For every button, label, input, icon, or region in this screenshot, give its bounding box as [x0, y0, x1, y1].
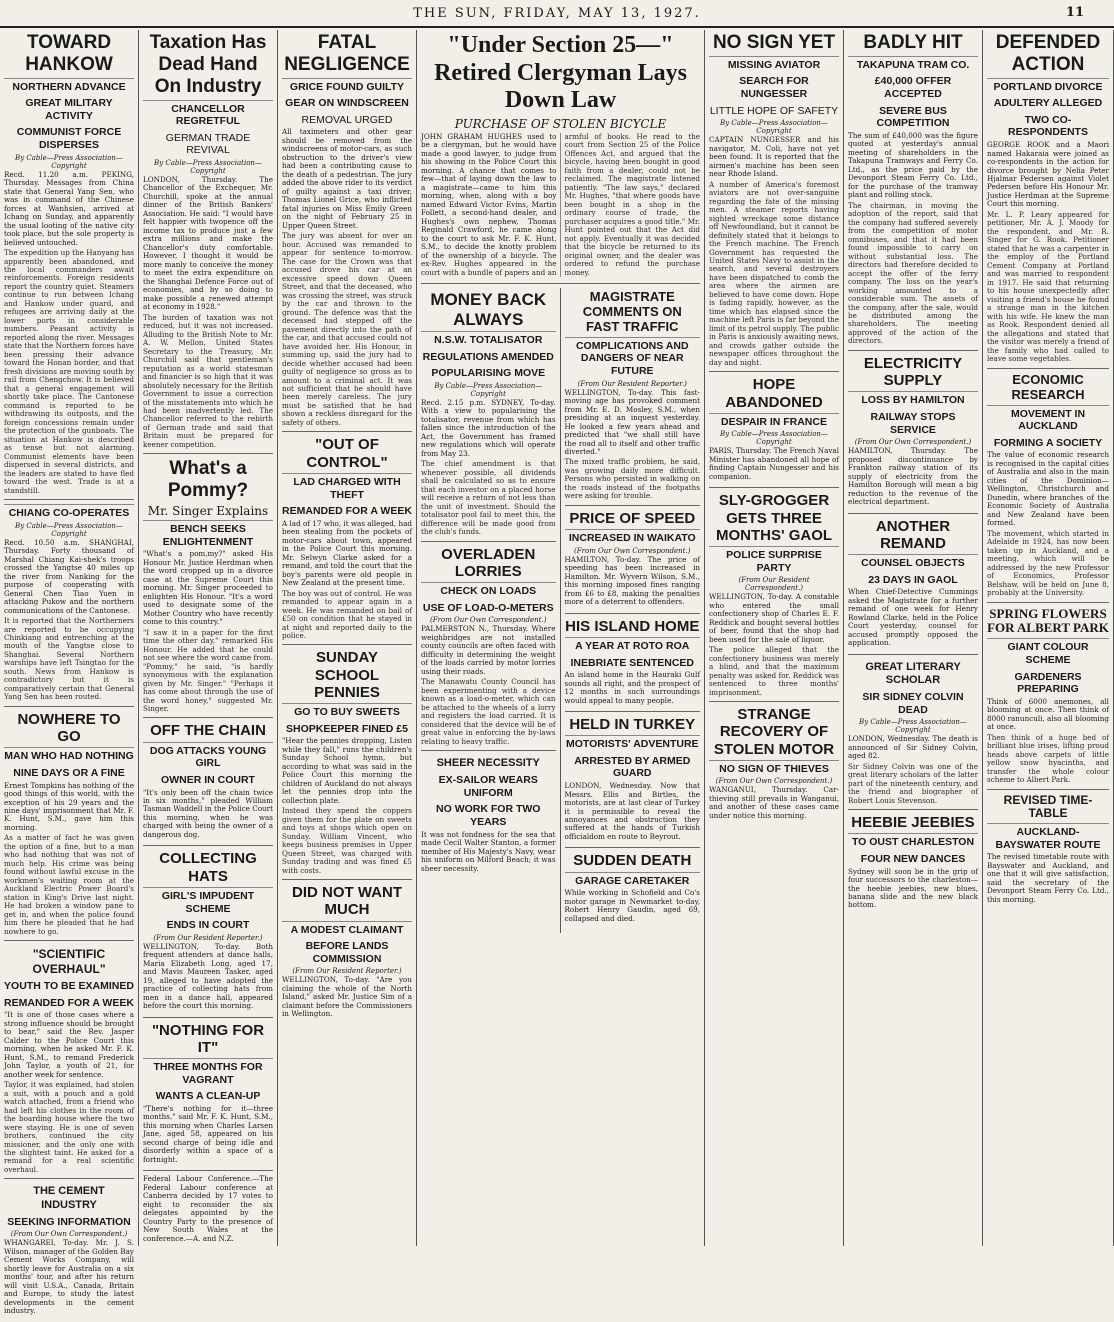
- story-spring-flowers: SPRING FLOWERS FOR ALBERT PARK GIANT COLOUR SCHEME GARDENERS PREPARING Think of 6000 anemones, all blooming at once. Then think of 8000 ranunculi, also all blooming at once. Then think of a huge bed of brilliant blue irises, lifting proud heads above carpets of little yellow snow hyacinths, and transfer the whole colour scheme to Albert Park.: [987, 607, 1109, 790]
- headline: MAGISTRATE COMMENTS ON FAST TRAFFIC: [582, 289, 682, 334]
- headline: MONEY BACK ALWAYS: [430, 290, 547, 329]
- article-body: "It is one of those cases where a strong influence should be brought to bear," said the Rev. Jasper Calder to the Police Court this morning, when he asked Mr. F. K. Hunt, S.M., to remand Frederick John Taylor, a youth of 21, for another week for sentence.: [4, 1010, 134, 1079]
- deck: AUCKLAND-BAYSWATER ROUTE: [987, 823, 1109, 851]
- deck: THREE MONTHS FOR VAGRANT: [143, 1058, 273, 1086]
- deck: MAN WHO HAD NOTHING: [4, 747, 134, 763]
- headline: NO SIGN YET: [712, 32, 836, 53]
- story-defended-action: DEFENDED ACTION PORTLAND DIVORCE ADULTERY ALLEGED TWO CO-RESPONDENTS GEORGE ROOK and a Maori named Hakaraia were joined as co-respondents in the action for divorce brought by Nelia Peter Hjalmar Pedersen against Violet Pedersen before His Honour Mr. Justice Herdman at the Supreme Court this morning. Mr. L. P. Leary appeared for petitioner, Mr. A. J. Moody for the respondent, and Mr. R. Singer for G. Rook. Petitioner stated that he was a carpenter in the employ of the Portland Cement Company at Portland and was married to respondent in 1917. He said that returning to his house unexpectedly after visiting a friend's house he found a strange man in the kitchen with his wife. He knew the man as Rook. Respondent denied all the allegations and stated that the visitor was merely a friend of the family who had called to leave some vegetables.: [987, 32, 1109, 369]
- dateline: (From Our Own Correspondent.): [854, 438, 972, 447]
- headline: FATAL NEGLIGENCE: [284, 32, 410, 75]
- deck: BEFORE LANDS COMMISSION: [305, 940, 389, 965]
- story-sudden-death: [565, 852, 700, 929]
- article-body: Recd. 2.15 p.m. SYDNEY, To-day. With a view to popularising the totalisator, revenue from which has fallen since the introduction of the Act, the Government has framed new regulations which will operate from May 23.: [421, 397, 556, 458]
- dateline: (From Our Resident Reporter.): [292, 967, 402, 976]
- deck: GARDENERS PREPARING: [1014, 670, 1082, 696]
- story-fatal-negligence: FATAL NEGLIGENCE GRICE FOUND GUILTY GEAR ON WINDSCREEN REMOVAL URGED All taximeters and other gear should be removed from the windscreens of motor-cars, as such obstruction to the driver's view had been a contributing cause to the death of a pedestrian. The jury added the above rider to its verdict of guilty against a taxi driver, Thomas Lionel Grice, who inflicted fatal injuries on Miss Emily Green on the night of February 25 in Upper Queen Street. The jury was absent for over an hour. Accused was remanded to appear for sentence to-morrow. The case for the Crown was that accused drove his car at an excessive speed down Queen Street, and that the deceased, who was crossing the street, was struck by the car and thrown to the ground. The defence was that the deceased had stepped off the pavement directly into the path of the car, and that accused could not have avoided her. His Honour, in summing up, said the jury had to decide whether accused had been guilty of negligence so gross as to amount to a criminal act. It was not sufficient that he should have been merely careless. The jury must be satisfied that he had shown a reckless disregard for the safety of others.: [282, 32, 412, 432]
- deck: REGULATIONS AMENDED: [422, 350, 554, 363]
- deck: DOG ATTACKS YOUNG GIRL: [143, 742, 273, 770]
- article-body: Ernest Tompkins has nothing of the good things of this world, with the exception of his 29 years and the nine days' imprisonment that Mr. F. K. Hunt, S.M., gave him this morning.: [4, 780, 134, 832]
- deck: N.S.W. TOTALISATOR: [421, 331, 556, 347]
- deck: GARAGE CARETAKER: [565, 872, 700, 888]
- headline: GREAT LITERARY SCHOLAR: [865, 660, 961, 686]
- masthead: [0, 0, 1114, 28]
- dateline: (From Our Own Correspondent.): [715, 777, 833, 786]
- story-magistrate-comments: MAGISTRATE COMMENTS ON FAST TRAFFIC COMPLICATIONS AND DANGERS OF NEAR FUTURE (From Our Resident Reporter.) WELLINGTON, To-day. This fast-moving age has provoked comment from Mr. E. D. Mosley, S.M., when presiding at an inquest yesterday. He looked a few years ahead and predicted that "we shall still have the road all to itself and other traffic diverted." The mixed traffic problem, he said, was growing daily more difficult. Persons who persisted in walking on the roads instead of the footpaths were asking for trouble.: [565, 290, 700, 506]
- headline: DID NOT WANT MUCH: [292, 884, 402, 919]
- deck: SIR SIDNEY COLVIN DEAD: [862, 691, 964, 716]
- column-7: [844, 30, 983, 1246]
- deck: FOUR NEW DANCES: [860, 852, 966, 865]
- story-price-of-speed: [565, 510, 700, 614]
- deck: BENCH SEEKS ENLIGHTENMENT: [143, 520, 273, 548]
- deck: NORTHERN ADVANCE: [4, 78, 134, 94]
- dateline: (From Our Resident Reporter.): [577, 379, 687, 388]
- deck: ENDS IN COURT: [166, 919, 250, 932]
- story-revised-timetable: [987, 794, 1109, 911]
- story-hope-abandoned: [709, 376, 839, 488]
- headline: "Under Section 25—" Retired Clergyman Lays Down Law: [434, 32, 687, 114]
- deck: SEVERE BUS COMPETITION: [876, 104, 950, 130]
- headline: SPRING FLOWERS FOR ALBERT PARK: [987, 605, 1109, 636]
- dateline: (From Our Own Correspondent.): [574, 546, 691, 555]
- story-no-sign-yet: NO SIGN YET MISSING AVIATOR SEARCH FOR NUNGESSER LITTLE HOPE OF SAFETY By Cable—Press Association—Copyright CAPTAIN NUNGESSER and his navigator, M. Coli, have not yet been found. It is reported that the airmen's machine has been seen near Rhode Island. A number of America's foremost aviators are not over-sanguine regarding the fate of the missing men. A steamer reports having sighted wreckage some distance off Newfoundland, but it cannot be definitely stated that it belongs to the French machine. The French Government has requested the United States Navy to assist in the search, and several destroyers have been dispatched to comb the area where the airmen are believed to have come down. Hope is fading rapidly, however, as the time which has elapsed since the machine left Paris is far beyond the limit of its petrol supply. The public in Paris is anxiously awaiting news, and crowds gather outside the newspaper offices throughout the day and night.: [709, 32, 839, 372]
- dateline: By Cable—Press Association—Copyright: [15, 153, 123, 170]
- deck: ARRESTED BY ARMED GUARD: [574, 754, 691, 780]
- story-electricity-supply: [848, 355, 978, 514]
- article-body: "What's a pom,my?" asked His Honour Mr. Justice Herdman when the word cropped up in a divorce case at the Supreme Court this morning. Mr. Singer proceeded to enlighten His Honour. "It's a word used to designate some of the Mother Country who have recently come to this country.": [143, 549, 273, 627]
- subheading: PURCHASE OF STOLEN BICYCLE: [454, 116, 667, 131]
- deck: GRICE FOUND GUILTY: [282, 78, 412, 94]
- dateline: By Cable—Press Association—Copyright: [434, 381, 543, 398]
- deck: RAILWAY STOPS SERVICE: [870, 411, 956, 436]
- dateline: By Cable—Press Association—Copyright: [15, 521, 123, 538]
- article-body: LONDON, Thursday. The Chancellor of the Exchequer, Mr. Churchill, spoke at the annual dinner of the British Bankers' Association. He said: "I would have felt happier with twopence off the income tax to produce just a few extra millions and make the Chancellor's duty comfortable. However, I thought it would be more manly to conceive the money to meet the extra expenditure on the Shanghai Defence Force out of economies, and by so doing to make possible a renewed attempt at economy in 1928.": [143, 174, 273, 312]
- dateline: By Cable—Press Association—Copyright: [154, 158, 262, 175]
- masthead-title: THE SUN, FRIDAY, MAY 13, 1927.: [413, 5, 701, 21]
- headline: SUDDEN DEATH: [573, 852, 692, 870]
- headline: HIS ISLAND HOME: [565, 617, 700, 635]
- story-nothing-for-it: [143, 1022, 273, 1172]
- deck: FORMING A SOCIETY: [993, 436, 1103, 449]
- deck: PORTLAND DIVORCE: [987, 78, 1109, 94]
- article-body: The sum of £40,000 was the figure quoted at yesterday's annual meeting of shareholders in the Takapuna Tramways and Ferry Co. Ltd., as the price paid by the Devonport Steam Ferry Co. Ltd., for the purchase of the tramway plant and rolling stock.: [848, 130, 978, 200]
- deck: GERMAN TRADE REVIVAL: [165, 131, 251, 157]
- article-body: WHANGAREI, To-day. Mr. J. S. Wilson, manager of the Golden Bay Cement Works Company, will shortly leave for Australia on a six months' tour, and after his return will visit U.S.A., Canada, Britain and Europe, to study the latest developments in the cement industry.: [4, 1238, 134, 1316]
- deck: TAKAPUNA TRAM CO.: [848, 56, 978, 72]
- headline: "NOTHING FOR IT": [151, 1021, 265, 1056]
- column-4-5: [417, 30, 705, 1246]
- article-body: "There's nothing for it—three months," said Mr. F. K. Hunt, S.M., this morning when Charles Larsen Jane, aged 58, appeared on his second charge of being idle and disorderly within a space of a fortnight.: [143, 1103, 273, 1164]
- article-body: It was not fondness for the sea that made Cecil Walter Stanton, a former member of His Majesty's Navy, wear his uniform on Milford Beach; it was sheer necessity.: [421, 829, 556, 873]
- article-body: WANGANUI, Thursday. Car-thieving still prevails in Wanganui, and another of these cases came under notice this morning.: [709, 785, 839, 820]
- story-federal-labour: [143, 1175, 273, 1249]
- deck: POLICE SURPRISE PARTY: [709, 546, 839, 574]
- deck: LAD CHARGED WITH THEFT: [282, 473, 412, 501]
- article-body: PALMERSTON N., Thursday. Where weighbridges are not installed county councils are often faced with difficulty in determining the weight of the loads carried by motor lorries using their roads.: [421, 624, 556, 676]
- story-money-back-always: MONEY BACK ALWAYS N.S.W. TOTALISATOR REGULATIONS AMENDED POPULARISING MOVE By Cable—Press Association—Copyright Recd. 2.15 p.m. SYDNEY, To-day. With a view to popularising the totalisator, revenue from which has fallen since the introduction of the Act, the Government has framed new regulations which will operate from May 23. The chief amendment is that whenever possible, all dividends shall be calculated so as to ensure that each investor on a placed horse will receive a return of not less than the unit of investment. Should the totalisator pool fail to meet this, the difference will be made good from the club's funds.: [421, 290, 556, 542]
- headline: TOWARD HANKOW: [25, 32, 113, 75]
- deck: MOVEMENT IN AUCKLAND: [987, 405, 1109, 433]
- dateline: By Cable—Press Association—Copyright: [720, 430, 828, 447]
- deck: LITTLE HOPE OF SAFETY: [709, 104, 839, 117]
- headline: ANOTHER REMAND: [875, 517, 951, 552]
- deck: TWO CO-RESPONDENTS: [1008, 113, 1088, 139]
- deck: OWNER IN COURT: [161, 773, 255, 786]
- story-economic-research: ECONOMIC RESEARCH MOVEMENT IN AUCKLAND FORMING A SOCIETY The value of economic research is recognised in the capital cities of Australia and also in the main cities of the Dominion—Wellington, Christchurch and Dunedin, where branches of the Economic Society of Australia and New Zealand have been formed. The movement, which started in Adelaide in 1924, has now been taken up in Auckland, and a meeting, which will be addressed by the new Professor of Economics, Professor Belshaw, will be held on June 8, probably at the University.: [987, 373, 1109, 603]
- deck: COMPLICATIONS AND DANGERS OF NEAR FUTURE: [565, 337, 700, 378]
- article-body: An island home in the Hauraki Gulf sounds all right, and the prospect of 12 months in such surroundings would appeal to many people.: [564, 670, 700, 705]
- article-body: The value of economic research is recognised in the capital cities of Australia and also in the main cities of the Dominion—Wellington, Christchurch and Dunedin, where branches of the Economic Society of Australia and New Zealand have been formed.: [987, 450, 1109, 528]
- article-body: When Chief-Detective Cummings asked the Magistrate for a further remand of one week for Henry Rowland Clarke, held in the Police Court yesterday, counsel for accused promptly opposed the application.: [848, 587, 978, 648]
- column-2: [139, 30, 278, 1246]
- column-6: [705, 30, 844, 1246]
- deck: DESPAIR IN FRANCE: [709, 413, 839, 429]
- headline: Taxation Has Dead Hand On Industry: [149, 32, 267, 97]
- deck: CHANCELLOR REGRETFUL: [143, 100, 273, 128]
- article-body: A lad of 17 who, it was alleged, had been stealing from the pockets of motor-cars about town, appeared in the Police Court this morning. Mr. Selwyn Clarke asked for a remand, and told the court that the boy's parents were old people in New Zealand at the present time.: [282, 518, 412, 588]
- article-body: HAMILTON, To-day. The price of speeding has been increased in Hamilton. Mr. Wyvern Wilson, S.M., this morning imposed fines ranging from £6 to £8, making the penalties more of a deterrent to offenders.: [564, 554, 700, 607]
- deck: TO OUST CHARLESTON: [848, 833, 978, 849]
- headline: NOWHERE TO GO: [17, 710, 121, 746]
- story-strange-recovery: [709, 706, 839, 826]
- deck: SEARCH FOR NUNGESSER: [739, 75, 809, 101]
- deck: LOSS BY HAMILTON: [848, 391, 978, 407]
- article-body: "It's only been off the chain twice in six months," pleaded William Tasman Waddell in the Police Court this morning, when he was charged with being the owner of a dangerous dog.: [143, 787, 273, 839]
- deck: INCREASED IN WAIKATO: [565, 529, 700, 545]
- deck: Mr. Singer Explains: [147, 504, 269, 519]
- story-held-in-turkey: [565, 716, 700, 848]
- headline: HOPE ABANDONED: [725, 376, 823, 411]
- deck: REMANDED FOR A WEEK: [4, 996, 134, 1009]
- deck: REMOVAL URGED: [301, 113, 393, 126]
- headline: PRICE OF SPEED: [569, 509, 696, 527]
- article-body: PARIS, Thursday. The French Naval Minister has abandoned all hope of finding Captain Nungesser and his companion.: [709, 446, 840, 481]
- story-sunday-school-pennies: SUNDAY SCHOOL PENNIES GO TO BUY SWEETS SHOPKEEPER FINED £5 "Hear the pennies dropping, Listen while they fall," runs the children's Sunday School hymn, but according to what was said in the Police Court this morning the children of Auckland do not always let the pennies drop into the collection plate. Instead they spend the coppers given them for the plate on sweets and toys at shops which open on Sunday. William Vincent, who keeps business premises in Upper Queen Street, was charged with Sunday trading and was fined £5 with costs.: [282, 649, 412, 880]
- headline: HELD IN TURKEY: [569, 716, 696, 734]
- story-out-of-control: "OUT OF CONTROL" LAD CHARGED WITH THEFT REMANDED FOR A WEEK A lad of 17 who, it was alleged, had been stealing from the pockets of motor-cars about town, appeared in the Police Court this morning. Mr. Selwyn Clarke asked for a remand, and told the court that the boy's parents were old people in New Zealand at the present time. The boy was out of control. He was remanded to appear again in a week. He was remanded on bail of £50 on condition that he stayed in at night and reported daily to the police.: [282, 436, 412, 645]
- deck: COUNSEL OBJECTS: [848, 554, 978, 570]
- deck: GEAR ON WINDSCREEN: [285, 97, 409, 110]
- column-1: [0, 30, 139, 1316]
- article-body: CAPTAIN NUNGESSER and his navigator, M. Coli, have not yet been found. It is reported that the airmen's machine has been seen near Rhode Island.: [709, 135, 839, 179]
- article-body: The revised timetable route with Bayswater and Auckland, and one that it will give satisfaction, said the secretary of the Devonport Steam Ferry Co. Ltd., this morning.: [987, 852, 1109, 904]
- deck: NO WORK FOR TWO YEARS: [436, 803, 541, 829]
- deck: A YEAR AT ROTO ROA: [565, 637, 700, 653]
- article-body: WELLINGTON, To-day. "Are you claiming the whole of the North Island," asked Mr. Justice Sim of a claimant before the Commissioners in Wellington.: [282, 975, 412, 1019]
- deck: MOTORISTS' ADVENTURE: [565, 735, 700, 751]
- article-body: GEORGE ROOK and a Maori named Hakaraia were joined as co-respondents in the action for divorce brought by Nelia Peter Hjalmar Pedersen against Violet Pedersen before His Honour Mr. Justice Herdman at the Supreme Court this morning.: [987, 140, 1109, 209]
- article-body: JOHN GRAHAM HUGHES used to be a clergyman, but he would have made a good lawyer, to judge from his showing in the Police Court this morning. A chance that comes to few—that of laying down the law to a magistrate—came to him this morning, when, along with a boy named Edward Victor Evins, Martin Follett, a second-hand dealer, and Hughes's own nephew, Thomas Reginald Crawford, he came along to the court to ask Mr. F. K. Hunt, S.M., to decide the knotty problem of the ownership of a bicycle. The ex-Rev. Hughes appeared in the court with a bundle of papers and an armful of books. He read to the court from Section 25 of the Police Offences Act, and argued that the bicycle, having been bought in good faith from a dealer, could not be reclaimed. The magistrate listened patiently. "The law says," declared Mr. Hughes, "that where goods have been bought in a shop in the ordinary course of trade, the purchaser acquires a good title." Mr. Hunt pointed out that the Act did not apply. Eventually it was decided that the bicycle be returned to its original owner, and the dealer was ordered to refund the purchase money.: [421, 131, 700, 277]
- deck: NO SIGN OF THIEVES: [709, 760, 839, 776]
- column-8: [983, 30, 1114, 1246]
- sub-column-5: [561, 288, 700, 933]
- story-sly-grogger: SLY-GROGGER GETS THREE MONTHS' GAOL POLICE SURPRISE PARTY (From Our Resident Correspondent.) WELLINGTON, To-day. A constable who entered the small confectionery shop of Charles E. F. Reddick and bought several bottles of beer, found that the shop had been used for the sale of liquor. The police alleged that the confectionery business was merely a blind, and that the maximum penalty was asked for. Reddick was sentenced to three months' imprisonment.: [709, 492, 839, 702]
- article-body: WELLINGTON, To-day. Both frequent attenders at dance halls, Maria Elizabeth Long, aged 17, and Mavis Maureen Tasker, aged 19, alleged to have adopted the practice of collecting hats from men in a dance hall, appeared before the court this morning.: [143, 941, 273, 1011]
- deck: GREAT MILITARY ACTIVITY: [25, 97, 113, 122]
- article-body: Think of 6000 anemones, all blooming at once. Then think of 8000 ranunculi, also all blooming at once.: [987, 696, 1109, 732]
- headline: SLY-GROGGER GETS THREE MONTHS' GAOL: [715, 492, 833, 544]
- headline: ELECTRICITY SUPPLY: [863, 354, 963, 390]
- headline: "OUT OF CONTROL": [306, 436, 388, 471]
- headline: CHIANG CO-OPERATES: [4, 504, 134, 520]
- story-heebie-jeebies: [848, 814, 978, 916]
- sub-column-4: [421, 288, 561, 933]
- headline: THE CEMENT INDUSTRY: [33, 1185, 105, 1211]
- story-cement-industry: [4, 1183, 134, 1321]
- deck: SHOPKEEPER FINED £5: [286, 722, 408, 735]
- article-body: LONDON, Wednesday. The death is announced of Sir Sidney Colvin, aged 82.: [848, 734, 978, 761]
- page-number: 11: [1065, 5, 1084, 20]
- story-under-section-25: [421, 32, 700, 284]
- story-nowhere-to-go: NOWHERE TO GO MAN WHO HAD NOTHING NINE DAYS OR A FINE Ernest Tompkins has nothing of the good things of this world, with the exception of his 29 years and the nine days' imprisonment that Mr. F. K. Hunt, S.M., gave him this morning. As a matter of fact he was given the option of a fine, but to a man who had nothing that was not of much help. His crime was being found without lawful excuse in the workmen's waiting room at the Auckland Electric Power Board's station in King's Drive last night. He had broken a window pane to get in, and when the police found him there he pleaded that he had nowhere to go.: [4, 711, 134, 941]
- headline: COLLECTING HATS: [159, 850, 257, 885]
- article-body: LONDON, Wednesday. Now that Messrs. Ellis and Birtles, the motorists, are at last clear of Turkey it is permissible to reveal the annoyances and obstruction they suffered at the hands of Turkish officialdom en route to Beyrout.: [564, 781, 700, 841]
- dateline: (From Our Resident Reporter.): [153, 933, 263, 942]
- deck: NINE DAYS OR A FINE: [13, 766, 125, 779]
- headline: REVISED TIME-TABLE: [1003, 792, 1093, 821]
- headline: STRANGE RECOVERY OF STOLEN MOTOR: [713, 706, 835, 758]
- deck: WANTS A CLEAN-UP: [155, 1090, 261, 1103]
- headline: OFF THE CHAIN: [150, 722, 266, 740]
- deck: CHECK ON LOADS: [421, 582, 556, 598]
- story-badly-hit: BADLY HIT TAKAPUNA TRAM CO. £40,000 OFFER ACCEPTED SEVERE BUS COMPETITION The sum of £40,000 was the figure quoted at yesterday's annual meeting of shareholders in the Takapuna Tramways and Ferry Co. Ltd., as the price paid by the Devonport Steam Ferry Co. Ltd., for the purchase of the tramway plant and rolling stock. The chairman, in moving the adoption of the report, said that the company had suffered severely from the competition of motor omnibuses, and that it had been found impossible to carry on without substantial loss. The directors had therefore decided to accept the offer of the ferry company. The loss on the year's working amounted to a considerable sum. The assets of the company, after the sale, would be distributed among the shareholders. The meeting approved of the action of the directors.: [848, 32, 978, 351]
- deck: YOUTH TO BE EXAMINED: [4, 980, 134, 993]
- article-text: JOHN GRAHAM HUGHES used to be a clergyman, but he would have made a good lawyer, to judge from his showing in the Police Court this morning. A chance that comes to few—that of laying down the law to a magistrate—came to him this morning, when, along with a boy named Edward Victor Evins, Martin Follett, a second-hand dealer, and Hughes's own nephew, Thomas Reginald Crawford, he came along to the court to ask Mr. F. K. Hunt, S.M., to decide the knotty problem of the ownership of a bicycle.: [421, 131, 557, 260]
- article-body: HAMILTON, Thursday. The proposed discontinuance by Frankton railway station of its supply of electricity from the Hamilton Borough will mean a big reduction to the revenue of the electrical department.: [848, 446, 978, 507]
- headline: BADLY HIT: [863, 32, 963, 53]
- article-body: Recd. 10.50 a.m. SHANGHAI, Thursday. Forty thousand of Marshal Chiang Kai-shek's troops crossed the Yangtse 40 miles up the river from Nanking for the purpose of cooperating with General Chen Tiao Yuen in attacking Pukow and the northern communications of the Cantonese.: [4, 537, 134, 615]
- story-taxation: Taxation Has Dead Hand On Industry CHANCELLOR REGRETFUL GERMAN TRADE REVIVAL By Cable—Press Association—Copyright LONDON, Thursday. The Chancellor of the Exchequer, Mr. Churchill, spoke at the annual dinner of the British Bankers' Association. He said: "I would have felt happier with twopence off the income tax to produce just a few extra millions and make the Chancellor's duty comfortable. However, I thought it would be more manly to conceive the money to meet the extra expenditure on the Shanghai Defence Force out of economies, and by so doing to make possible a renewed attempt at economy in 1928." The burden of taxation was not reduced, but it was not increased. Alluding to the British Note to Mr. A. W. Mellon, United States Secretary to the Treasury, Mr. Churchill said that gentleman's reputation as a world statesman and financier is so high that it was absolutely necessary for the British Government to issue a correction of the misstatements into which he had been inadvertently led. The Chancellor referred to the rebirth of German trade and said that Britain must be prepared for keener competition.: [143, 32, 273, 454]
- deck: REMANDED FOR A WEEK: [282, 505, 412, 518]
- deck: USE OF LOAD-O-METERS: [422, 601, 554, 614]
- headline: "SCIENTIFIC OVERHAUL": [32, 947, 106, 976]
- story-off-the-chain: [143, 722, 273, 846]
- deck: MISSING AVIATOR: [709, 56, 839, 72]
- deck: GIRL'S IMPUDENT SCHEME: [143, 887, 273, 915]
- dateline: By Cable—Press Association—Copyright: [720, 119, 828, 136]
- story-chiang-cooperates: CHIANG CO-OPERATES By Cable—Press Association—Copyright Recd. 10.50 a.m. SHANGHAI, Thursday. Forty thousand of Marshal Chiang Kai-shek's troops crossed the Yangtse 40 miles up the river from Nanking for the purpose of cooperating with General Chen Tiao Yuen in attacking Pukow and the northern communications of the Cantonese. It is reported that the Northerners are reported to be occupying Chinkiang and entrenching at the mouth of the Yangtse close to Shanghai. Several Northern warships have left Tsingtao for the south. News from Hankow is contradictory but it is comparatively certain that General Yang Sen has been routed.: [4, 504, 134, 707]
- deck: A MODEST CLAIMANT: [282, 921, 412, 937]
- article-body: Recd. 11.20 a.m. PEKING, Thursday. Messages from China state that General Yang Sen, who was in command of the Chinese forces at Wanhsien, arrived at Ichang on Sunday, and apparently the usual looting of the native city took place, but the sole property is believed untouched.: [4, 169, 134, 247]
- deck: INEBRIATE SENTENCED: [570, 656, 694, 669]
- article-body: Sydney will soon be in the grip of four successors to the charleston—the heebie jeebies, new blues, banana slide and the new black bottom.: [848, 866, 978, 910]
- article-body: WELLINGTON, To-day. This fast-moving age has provoked comment from Mr. E. D. Mosley, S.M., when presiding at an inquest yesterday. He looked a few years ahead and predicted that "we shall still have the road all to itself and other traffic diverted.": [564, 387, 700, 456]
- story-whats-a-pommy: What's a Pommy? Mr. Singer Explains BENCH SEEKS ENLIGHTENMENT "What's a pom,my?" asked His Honour Mr. Justice Herdman when the word cropped up in a divorce case at the Supreme Court this morning. Mr. Singer proceeded to enlighten His Honour. "It's a word used to designate some of the Mother Country who have recently come to this country." "I saw it in a paper for the first time the other day," remarked His Honour. He added that he could not see where the word came from. "Pommy," he said, "is hardly synonymous with the explanation given by Mr. Singer." "Perhaps it has come about through the use of the word honey," suggested Mr. Singer.: [143, 458, 273, 718]
- column-3: [278, 30, 417, 1246]
- article-body: WELLINGTON, To-day. A constable who entered the small confectionery shop of Charles E. F. Reddick and bought several bottles of beer, found that the shop had been used for the sale of liquor.: [709, 592, 839, 644]
- deck: ADULTERY ALLEGED: [993, 97, 1103, 110]
- headline: ECONOMIC RESEARCH: [1011, 371, 1085, 402]
- article-body: While working in Schofield and Co's motor garage in Newmarket to-day, Robert Henry Gaudin, aged 69, collapsed and died.: [564, 888, 700, 923]
- headline: DEFENDED ACTION: [995, 32, 1101, 75]
- deck: £40,000 OFFER ACCEPTED: [874, 75, 952, 101]
- story-literary-scholar: GREAT LITERARY SCHOLAR SIR SIDNEY COLVIN DEAD By Cable—Press Association—Copyright LONDON, Wednesday. The death is announced of Sir Sidney Colvin, aged 82. Sir Sidney Colvin was one of the great literary scholars of the latter part of the nineteenth century, and the friend and biographer of Robert Louis Stevenson.: [848, 659, 978, 810]
- headline: What's a Pommy?: [167, 458, 249, 502]
- dateline: (From Our Resident Correspondent.): [738, 576, 810, 593]
- story-did-not-want-much: [282, 884, 412, 1025]
- deck: COMMUNIST FORCE DISPERSES: [16, 126, 122, 152]
- deck: SEEKING INFORMATION: [7, 1215, 131, 1228]
- headline: SUNDAY SCHOOL PENNIES: [314, 649, 380, 701]
- story-toward-hankow: TOWARD HANKOW NORTHERN ADVANCE GREAT MILITARY ACTIVITY COMMUNIST FORCE DISPERSES By Cable—Press Association—Copyright Recd. 11.20 a.m. PEKING, Thursday. Messages from China state that General Yang Sen, who was in command of the Chinese forces at Wanhsien, arrived at Ichang on Sunday, and apparently the usual looting of the native city took place, but the sole property is believed untouched. The expedition up the Hanyang has apparently been abandoned, and the local commanders await reinforcements. Foreign residents report the country quiet. Steamers continue to run between Ichang and Hankow under guard, and refugees are arriving daily at the lower ports in considerable numbers. Peasant activity is reported along the river. Messages state that the Northern forces have been pressing their advance toward the Honan border, and that fresh divisions are moving south by rail from Chengchow. It is believed that a general engagement will shortly take place. The Cantonese command is reported to be withdrawing its outposts, and the foreign concessions remain under the protection of the gunboats. The situation at Hankow is described as tense but not alarming. Communist elements have been dispersed in several districts, and the leaders are stated to have fled toward the west. Trade is at a standstill.: [4, 32, 134, 500]
- article-body: All taximeters and other gear should be removed from the windscreens of motor-cars, as such obstruction to the driver's view had been a contributing cause to the death of a pedestrian. The jury added the above rider to its verdict of guilty against a taxi driver, Thomas Lionel Grice, who inflicted fatal injuries on Miss Emily Green on the night of February 25 in Upper Queen Street.: [282, 127, 412, 230]
- article-body: "Hear the pennies dropping, Listen while they fall," runs the children's Sunday School hymn, but according to what was said in the Police Court this morning the children of Auckland do not always let the pennies drop into the collection plate.: [282, 736, 412, 805]
- headline: SHEER NECESSITY: [436, 757, 540, 770]
- story-his-island-home: [565, 618, 700, 712]
- dateline: (From Our Own Correspondent.): [10, 1230, 128, 1239]
- article-body: Federal Labour Conference.—The Federal Labour conference at Canberra decided by 17 votes to eight to reconsider the six delegates appointed by the Country Party to the presence of New South Wales at the conference.—A. and N.Z.: [143, 1174, 273, 1243]
- dateline: (From Our Own Correspondent.): [430, 616, 547, 625]
- story-overladen-lorries: OVERLADEN LORRIES CHECK ON LOADS USE OF LOAD-O-METERS (From Our Own Correspondent.) PALMERSTON N., Thursday. Where weighbridges are not installed county councils are often faced with difficulty in determining the weight of the loads carried by motor lorries using their roads. The Manawatu County Council has been experimenting with a device known as a load-o-meter, which can be attached to the wheels of a lorry and registers the load carried. It is considered that the device will be of great value in enforcing the by-laws relating to heavy traffic.: [421, 546, 556, 751]
- deck: GIANT COLOUR SCHEME: [987, 638, 1109, 666]
- dateline: By Cable—Press Association—Copyright: [859, 718, 967, 735]
- story-scientific-overhaul: "SCIENTIFIC OVERHAUL" YOUTH TO BE EXAMINED REMANDED FOR A WEEK "It is one of those cases where a strong influence should be brought to bear," said the Rev. Jasper Calder to the Police Court this morning, when he asked Mr. F. K. Hunt, S.M., to remand Frederick John Taylor, a youth of 21, for another week for sentence. Taylor, it was explained, had stolen a suit, with a pouch and a gold watch attached, from a friend who had left his clothes in the room of the boarding house where the two were staying. He is one of seven brothers, continued the city missioner, and the only one with the slightest taint. He asked for a remand for a real scientific overhaul.: [4, 945, 134, 1179]
- deck: EX-SAILOR WEARS UNIFORM: [438, 774, 538, 799]
- story-sheer-necessity: [421, 755, 556, 879]
- deck: 23 DAYS IN GAOL: [868, 573, 958, 586]
- story-another-remand: [848, 518, 978, 655]
- story-collecting-hats: [143, 850, 273, 1017]
- deck: POPULARISING MOVE: [431, 367, 546, 380]
- headline: HEEBIE JEEBIES: [851, 814, 975, 832]
- headline: OVERLADEN LORRIES: [441, 545, 536, 580]
- deck: GO TO BUY SWEETS: [282, 703, 412, 719]
